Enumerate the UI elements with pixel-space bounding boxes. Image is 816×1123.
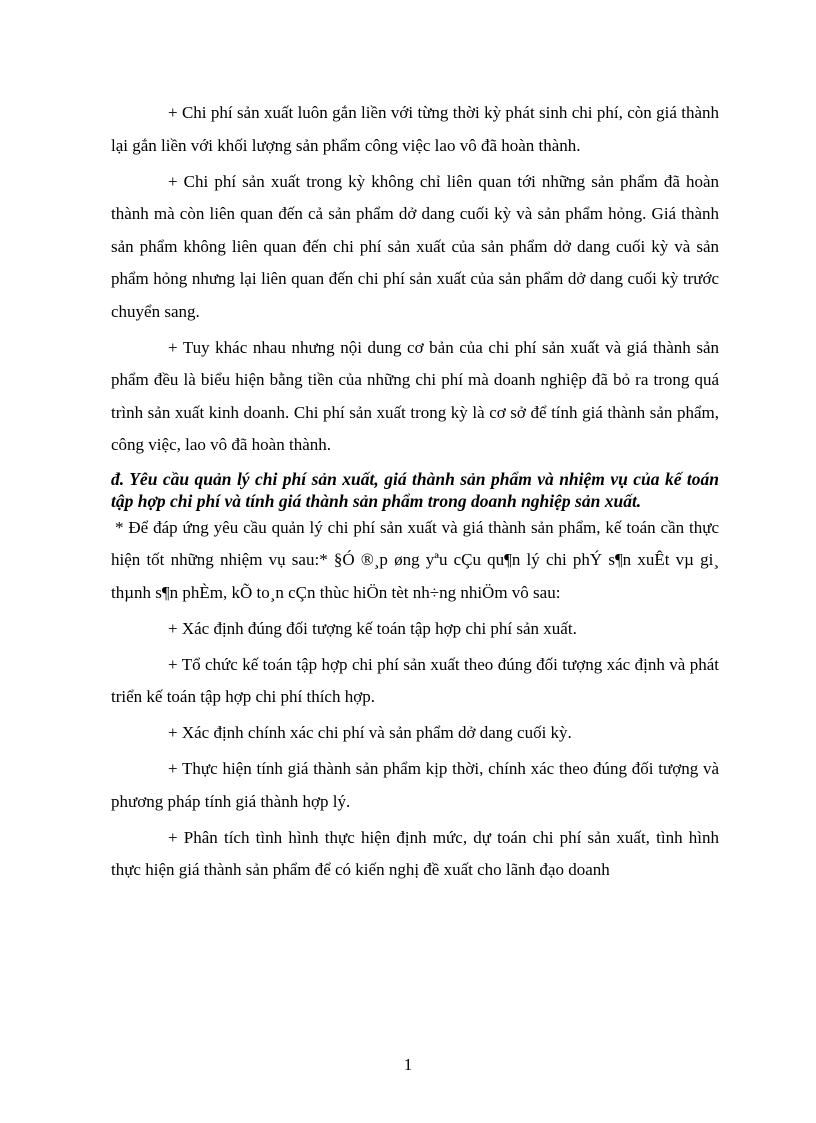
paragraph-task-2: + Tổ chức kế toán tập hợp chi phí sản xuất theo đúng đối tượng xác định và phát triển kế toán tập hợp chi phí thích hợp. (111, 654, 719, 706)
page-number: 1 (403, 1055, 413, 1074)
paragraph-task-4: + Thực hiện tính giá thành sản phẩm kịp thời, chính xác theo đúng đối tượng và phương pháp tính giá thành hợp lý. (111, 759, 719, 811)
paragraph-cost-similarity: + Tuy khác nhau nhưng nội dung cơ bản của chi phí sản xuất và giá thành sản phẩm đều là biểu hiện bằng tiền của những chi phí mà doanh nghiệp đã bỏ ra trong quá trình sản xuất kinh doanh. Chi phí sản xuất trong kỳ là cơ sở để tính giá thành sản phẩm, công việc, lao vô đã hoàn thành. (111, 337, 719, 454)
page-content (111, 97, 719, 890)
paragraph-task-3: + Xác định chính xác chi phí và sản phẩm dở dang cuối kỳ. (168, 723, 572, 742)
paragraph-intro: * Để đáp ứng yêu cầu quản lý chi phí sản xuất và giá thành sản phẩm, kế toán cần thực hiện tốt những nhiệm vụ sau:* §Ó ®¸p øng yªu cÇu qu¶n lý chi phÝ s¶n xuÊt vµ gi¸ thµnh s¶n phÈm, kÕ to¸n cÇn thùc hiÖn tèt nh÷ng nhiÖm vô sau: (111, 517, 719, 602)
paragraph-task-5: + Phân tích tình hình thực hiện định mức, dự toán chi phí sản xuất, tình hình thực hiện giá thành sản phẩm để có kiến nghị đề xuất cho lãnh đạo doanh (111, 827, 719, 879)
paragraph-cost-period: + Chi phí sản xuất luôn gắn liền với từng thời kỳ phát sinh chi phí, còn giá thành lại gắn liền với khối lượng sản phẩm công việc lao vô đã hoàn thành. (111, 103, 719, 155)
paragraph-task-1: + Xác định đúng đối tượng kế toán tập hợp chi phí sản xuất. (168, 618, 577, 638)
paragraph-cost-scope: + Chi phí sản xuất trong kỳ không chỉ liên quan tới những sản phẩm đã hoàn thành mà còn liên quan đến cả sản phẩm dở dang cuối kỳ và sản phẩm hỏng. Giá thành sản phẩm không liên quan đến chi phí sản xuất của sản phẩm dở dang cuối kỳ và sản phẩm hỏng nhưng lại liên quan đến chi phí sản xuất của sản phẩm dở dang cuối kỳ trước chuyển sang. (111, 171, 719, 321)
section-heading: đ. Yêu cầu quản lý chi phí sản xuất, giá thành sản phẩm và nhiệm vụ của kế toán tập hợp chi phí và tính giá thành sản phẩm trong doanh nghiệp sản xuất. (111, 468, 719, 511)
